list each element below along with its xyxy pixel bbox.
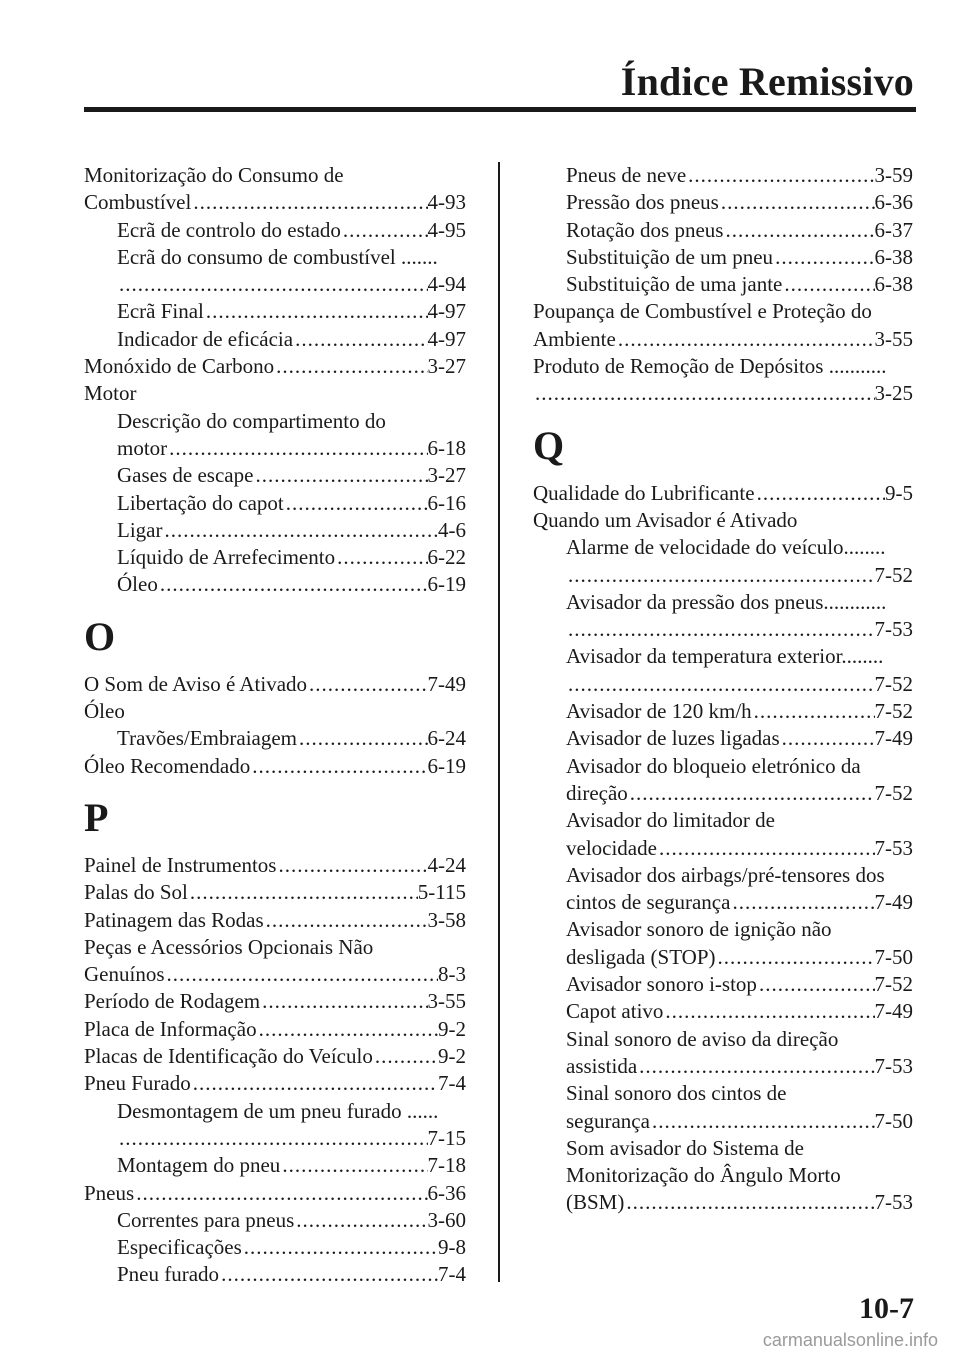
- index-entry-page: 9-5: [885, 480, 913, 505]
- index-entry-page: 3-55: [427, 989, 466, 1014]
- index-entry-text: Travões/Embraiagem: [117, 726, 298, 751]
- index-entry: [533, 162, 913, 189]
- index-entry: [84, 162, 466, 189]
- index-entry-text: Período de Rodagem: [84, 989, 261, 1014]
- index-entry-text: Ecrã do consumo de combustível .......: [117, 244, 438, 269]
- index-entry-page: 7-52: [874, 780, 913, 805]
- dot-leader: [657, 835, 875, 862]
- index-entry-page: 7-49: [874, 890, 913, 915]
- index-entry-text: Líquido de Arrefecimento: [117, 545, 336, 570]
- index-entry: [84, 380, 466, 407]
- index-entry-page: 6-19: [427, 753, 466, 778]
- index-entry-page: 6-18: [427, 435, 466, 460]
- index-entry: [84, 217, 466, 244]
- index-entry-text: Ambiente: [533, 326, 616, 351]
- dot-leader: [533, 380, 875, 407]
- index-entry: [533, 298, 913, 325]
- index-entry-page: 6-37: [874, 217, 913, 242]
- index-entry: [533, 507, 913, 534]
- index-entry: [533, 671, 913, 698]
- index-entry-text: assistida: [566, 1053, 638, 1078]
- index-entry: [84, 1207, 466, 1234]
- dot-leader: [264, 907, 428, 934]
- index-entry-text: Combustível: [84, 190, 192, 215]
- index-entry: [84, 326, 466, 353]
- dot-leader: [191, 189, 427, 216]
- index-entry: [84, 879, 466, 906]
- index-entry: [84, 189, 466, 216]
- index-entry: [84, 1016, 466, 1043]
- index-entry-text: direção: [566, 780, 628, 805]
- index-entry-text: Óleo Recomendado: [84, 753, 251, 778]
- index-entry: [533, 1053, 913, 1080]
- index-entry: [533, 217, 913, 244]
- dot-leader: [167, 435, 427, 462]
- dot-leader: [752, 698, 875, 725]
- index-entry-text: Desmontagem de um pneu furado ......: [117, 1098, 439, 1123]
- index-entry: [533, 1080, 913, 1107]
- index-entry-text: desligada (STOP): [566, 944, 716, 969]
- index-entry: [533, 698, 913, 725]
- index-entry: [533, 1108, 913, 1135]
- index-entry: [84, 517, 466, 544]
- index-entry-text: Pneu furado: [117, 1262, 220, 1287]
- index-entry-text: Palas do Sol: [84, 880, 188, 905]
- dot-leader: [616, 326, 875, 353]
- index-entry-page: 4-93: [427, 190, 466, 215]
- index-entry-text: Monitorização do Consumo de: [84, 163, 344, 187]
- index-entry: [84, 1070, 466, 1097]
- index-entry-text: Ecrã Final: [117, 299, 204, 324]
- dot-leader: [274, 353, 427, 380]
- index-entry-text: Avisador de 120 km/h: [566, 699, 752, 724]
- index-entry: [84, 1125, 466, 1152]
- index-entry-page: 3-58: [427, 907, 466, 932]
- index-entry-page: 7-53: [874, 1190, 913, 1215]
- index-section-letter: O: [84, 613, 116, 659]
- index-entry: [533, 971, 913, 998]
- index-entry-text: Avisador de luzes ligadas: [566, 726, 780, 751]
- index-entry-page: 7-4: [438, 1262, 466, 1287]
- index-entry: [533, 725, 913, 752]
- dot-leader: [257, 1016, 438, 1043]
- index-entry-text: Ligar: [117, 517, 163, 542]
- index-entry-text: Placas de Identificação do Veículo: [84, 1044, 373, 1069]
- index-entry-text: Avisador dos airbags/pré-tensores dos: [566, 862, 885, 887]
- dot-leader: [294, 1207, 427, 1234]
- dot-leader: [253, 462, 427, 489]
- index-entry-text: (BSM): [566, 1190, 625, 1215]
- index-entry-page: 7-49: [874, 726, 913, 751]
- index-entry-text: Rotação dos pneus: [566, 217, 724, 242]
- dot-leader: [162, 517, 438, 544]
- dot-leader: [134, 1180, 427, 1207]
- index-entry: [84, 1261, 466, 1288]
- dot-leader: [686, 162, 874, 189]
- dot-leader: [280, 1152, 427, 1179]
- index-entry-page: 3-60: [427, 1207, 466, 1232]
- index-entry: [84, 1098, 466, 1125]
- index-entry: [533, 616, 913, 643]
- dot-leader: [566, 616, 875, 643]
- index-entry: [533, 326, 913, 353]
- index-entry-text: Sinal sonoro dos cintos de: [566, 1081, 787, 1106]
- index-entry: [533, 862, 913, 889]
- index-entry: [533, 589, 913, 616]
- dot-leader: [716, 944, 875, 971]
- index-entry-page: 7-52: [874, 671, 913, 696]
- index-entry-text: Libertação do capot: [117, 490, 284, 515]
- index-entry-text: cintos de segurança: [566, 890, 731, 915]
- dot-leader: [242, 1234, 438, 1261]
- index-entry: [84, 244, 466, 271]
- index-entry-text: Produto de Remoção de Depósitos ...........: [533, 354, 887, 379]
- column-divider: [498, 162, 500, 1282]
- index-entry-text: segurança: [566, 1108, 650, 1133]
- index-entry-text: Peças e Acessórios Opcionais Não: [84, 934, 374, 959]
- index-entry: [84, 490, 466, 517]
- index-entry: [84, 571, 466, 598]
- dot-leader: [757, 971, 875, 998]
- index-entry-text: Óleo: [84, 699, 125, 724]
- index-entry-page: 3-27: [427, 354, 466, 379]
- index-entry: [84, 353, 466, 380]
- index-entry-text: Painel de Instrumentos: [84, 852, 277, 877]
- index-entry-page: 6-36: [427, 1180, 466, 1205]
- index-entry-page: 4-24: [427, 852, 466, 877]
- index-entry-page: 7-49: [874, 999, 913, 1024]
- index-entry-text: Ecrã de controlo do estado: [117, 217, 341, 242]
- dot-leader: [730, 889, 874, 916]
- index-entry-text: Avisador do bloqueio eletrónico da: [566, 753, 861, 778]
- index-entry: [533, 380, 913, 407]
- index-entry-page: 7-52: [874, 972, 913, 997]
- index-entry: [533, 353, 913, 380]
- index-entry-page: 7-53: [874, 1053, 913, 1078]
- index-entry-page: 6-16: [427, 490, 466, 515]
- index-entry: [84, 1180, 466, 1207]
- dot-leader: [566, 562, 875, 589]
- index-entry-text: Avisador sonoro de ignição não: [566, 917, 832, 942]
- index-entry-text: Alarme de velocidade do veículo........: [566, 535, 886, 560]
- dot-leader: [373, 1043, 438, 1070]
- index-entry: [533, 998, 913, 1025]
- index-entry: [533, 889, 913, 916]
- index-entry-page: 7-52: [874, 699, 913, 724]
- index-entry: [84, 698, 466, 725]
- index-entry-text: Substituição de uma jante: [566, 272, 783, 297]
- dot-leader: [188, 879, 418, 906]
- index-entry: [533, 643, 913, 670]
- index-entry: [84, 725, 466, 752]
- index-entry: [84, 1043, 466, 1070]
- index-entry: [84, 907, 466, 934]
- index-entry-text: Capot ativo: [566, 999, 664, 1024]
- page-header-title: Índice Remissivo: [620, 59, 914, 104]
- index-entry-page: 4-6: [438, 517, 466, 542]
- index-entry: [533, 271, 913, 298]
- index-entry-text: Óleo: [117, 572, 158, 597]
- index-entry: [84, 544, 466, 571]
- index-entry: [533, 835, 913, 862]
- index-entry: [533, 944, 913, 971]
- index-entry: [533, 244, 913, 271]
- index-entry: [533, 480, 913, 507]
- index-entry: [84, 934, 466, 961]
- dot-leader: [191, 1070, 438, 1097]
- index-entry: [533, 1162, 913, 1189]
- dot-leader: [284, 490, 428, 517]
- page-number: 10-7: [859, 1292, 914, 1325]
- index-entry-page: 7-52: [874, 562, 913, 587]
- index-entry-text: Genuínos: [84, 962, 165, 987]
- header-rule: [84, 107, 916, 112]
- index-entry-text: Placa de Informação: [84, 1016, 257, 1041]
- index-entry-page: 7-53: [874, 617, 913, 642]
- index-entry-text: Sinal sonoro de aviso da direção: [566, 1026, 839, 1051]
- index-entry-page: 9-2: [438, 1044, 466, 1069]
- index-entry-page: 7-18: [427, 1153, 466, 1178]
- index-entry-text: Monóxido de Carbono: [84, 354, 275, 379]
- index-entry-page: 4-94: [427, 272, 466, 297]
- index-entry-page: 6-38: [874, 272, 913, 297]
- index-entry-text: Qualidade do Lubrificante: [533, 480, 755, 505]
- index-entry-page: 7-50: [874, 1108, 913, 1133]
- index-entry: [533, 1026, 913, 1053]
- dot-leader: [755, 480, 885, 507]
- dot-leader: [624, 1189, 874, 1216]
- index-entry-page: 7-4: [438, 1071, 466, 1096]
- index-entry-page: 7-53: [874, 835, 913, 860]
- index-entry-text: Poupança de Combustível e Proteção do: [533, 299, 872, 324]
- index-entry-text: Motor: [84, 381, 137, 406]
- index-entry-page: 5-115: [417, 880, 466, 905]
- index-entry-page: 7-50: [874, 944, 913, 969]
- index-entry-text: motor: [117, 435, 168, 460]
- index-entry-text: Substituição de um pneu: [566, 244, 774, 269]
- index-entry: [533, 1135, 913, 1162]
- index-entry-page: 3-55: [874, 326, 913, 351]
- index-entry-text: Pneus de neve: [566, 163, 687, 187]
- index-entry: [84, 408, 466, 435]
- dot-leader: [158, 571, 428, 598]
- dot-leader: [204, 298, 428, 325]
- index-entry: [84, 435, 466, 462]
- dot-leader: [650, 1108, 875, 1135]
- index-entry: [533, 189, 913, 216]
- index-entry-text: Avisador da pressão dos pneus............: [566, 589, 887, 614]
- index-entry: [84, 988, 466, 1015]
- index-entry-text: Quando um Avisador é Ativado: [533, 507, 798, 532]
- index-entry-text: Indicador de eficácia: [117, 326, 294, 351]
- index-entry: [84, 462, 466, 489]
- index-section-letter: P: [84, 794, 109, 840]
- index-entry-page: 7-49: [427, 671, 466, 696]
- index-entry: [84, 753, 466, 780]
- dot-leader: [117, 271, 428, 298]
- watermark: carmanualsonline.info: [762, 1330, 938, 1350]
- dot-leader: [219, 1261, 438, 1288]
- index-entry-text: Avisador da temperatura exterior........: [566, 644, 884, 669]
- index-entry: [533, 807, 913, 834]
- index-entry-page: 6-38: [874, 244, 913, 269]
- dot-leader: [297, 725, 427, 752]
- index-column-left: [84, 162, 466, 1289]
- index-entry: [84, 298, 466, 325]
- dot-leader: [293, 326, 427, 353]
- index-entry-page: 4-97: [427, 326, 466, 351]
- index-entry-text: Pneu Furado: [84, 1071, 191, 1096]
- dot-leader: [782, 271, 874, 298]
- dot-leader: [719, 189, 875, 216]
- index-entry-text: Montagem do pneu: [117, 1153, 281, 1178]
- index-entry: [533, 534, 913, 561]
- index-entry: [533, 562, 913, 589]
- index-entry-page: 4-97: [427, 299, 466, 324]
- dot-leader: [250, 753, 427, 780]
- dot-leader: [723, 217, 874, 244]
- index-entry-page: 8-3: [438, 962, 466, 987]
- dot-leader: [276, 852, 427, 879]
- index-entry-page: 9-8: [438, 1235, 466, 1260]
- index-entry-text: Correntes para pneus: [117, 1207, 295, 1232]
- index-entry-page: 6-24: [427, 726, 466, 751]
- dot-leader: [341, 217, 428, 244]
- index-entry: [84, 1234, 466, 1261]
- index-entry: [533, 1189, 913, 1216]
- index-entry-text: Som avisador do Sistema de: [566, 1135, 804, 1160]
- dot-leader: [117, 1125, 428, 1152]
- index-entry-text: Patinagem das Rodas: [84, 907, 264, 932]
- dot-leader: [335, 544, 427, 571]
- index-entry-page: 3-27: [427, 463, 466, 488]
- index-entry-text: Especificações: [117, 1235, 242, 1260]
- index-entry-text: Pressão dos pneus: [566, 190, 719, 215]
- index-entry-page: 3-25: [874, 381, 913, 406]
- index-entry-text: Monitorização do Ângulo Morto: [566, 1163, 841, 1188]
- dot-leader: [566, 671, 875, 698]
- dot-leader: [260, 988, 427, 1015]
- index-entry-page: 6-22: [427, 545, 466, 570]
- index-entry-text: Pneus: [84, 1180, 135, 1205]
- dot-leader: [628, 780, 875, 807]
- index-entry-page: 6-19: [427, 572, 466, 597]
- index-column-right: [533, 162, 913, 1217]
- index-entry-page: 4-95: [427, 217, 466, 242]
- index-entry-text: velocidade: [566, 835, 657, 860]
- dot-leader: [773, 244, 874, 271]
- index-entry: [84, 671, 466, 698]
- index-entry: [84, 852, 466, 879]
- index-entry: [533, 916, 913, 943]
- index-entry: [84, 961, 466, 988]
- dot-leader: [165, 961, 439, 988]
- index-entry-text: Descrição do compartimento do: [117, 408, 386, 433]
- index-section-letter: Q: [533, 422, 565, 468]
- index-entry-text: Avisador do limitador de: [566, 808, 775, 833]
- index-entry: [533, 753, 913, 780]
- index-entry: [84, 1152, 466, 1179]
- index-entry-page: 7-15: [427, 1125, 466, 1150]
- index-entry: [84, 271, 466, 298]
- index-entry-page: 3-59: [874, 163, 913, 187]
- index-entry-text: O Som de Aviso é Ativado: [84, 671, 308, 696]
- index-entry-page: 9-2: [438, 1016, 466, 1041]
- index-entry-text: Gases de escape: [117, 463, 254, 488]
- index-entry-text: Avisador sonoro i-stop: [566, 972, 757, 997]
- dot-leader: [637, 1053, 874, 1080]
- dot-leader: [663, 998, 874, 1025]
- dot-leader: [307, 671, 427, 698]
- index-entry: [533, 780, 913, 807]
- dot-leader: [780, 725, 875, 752]
- index-entry-page: 6-36: [874, 190, 913, 215]
